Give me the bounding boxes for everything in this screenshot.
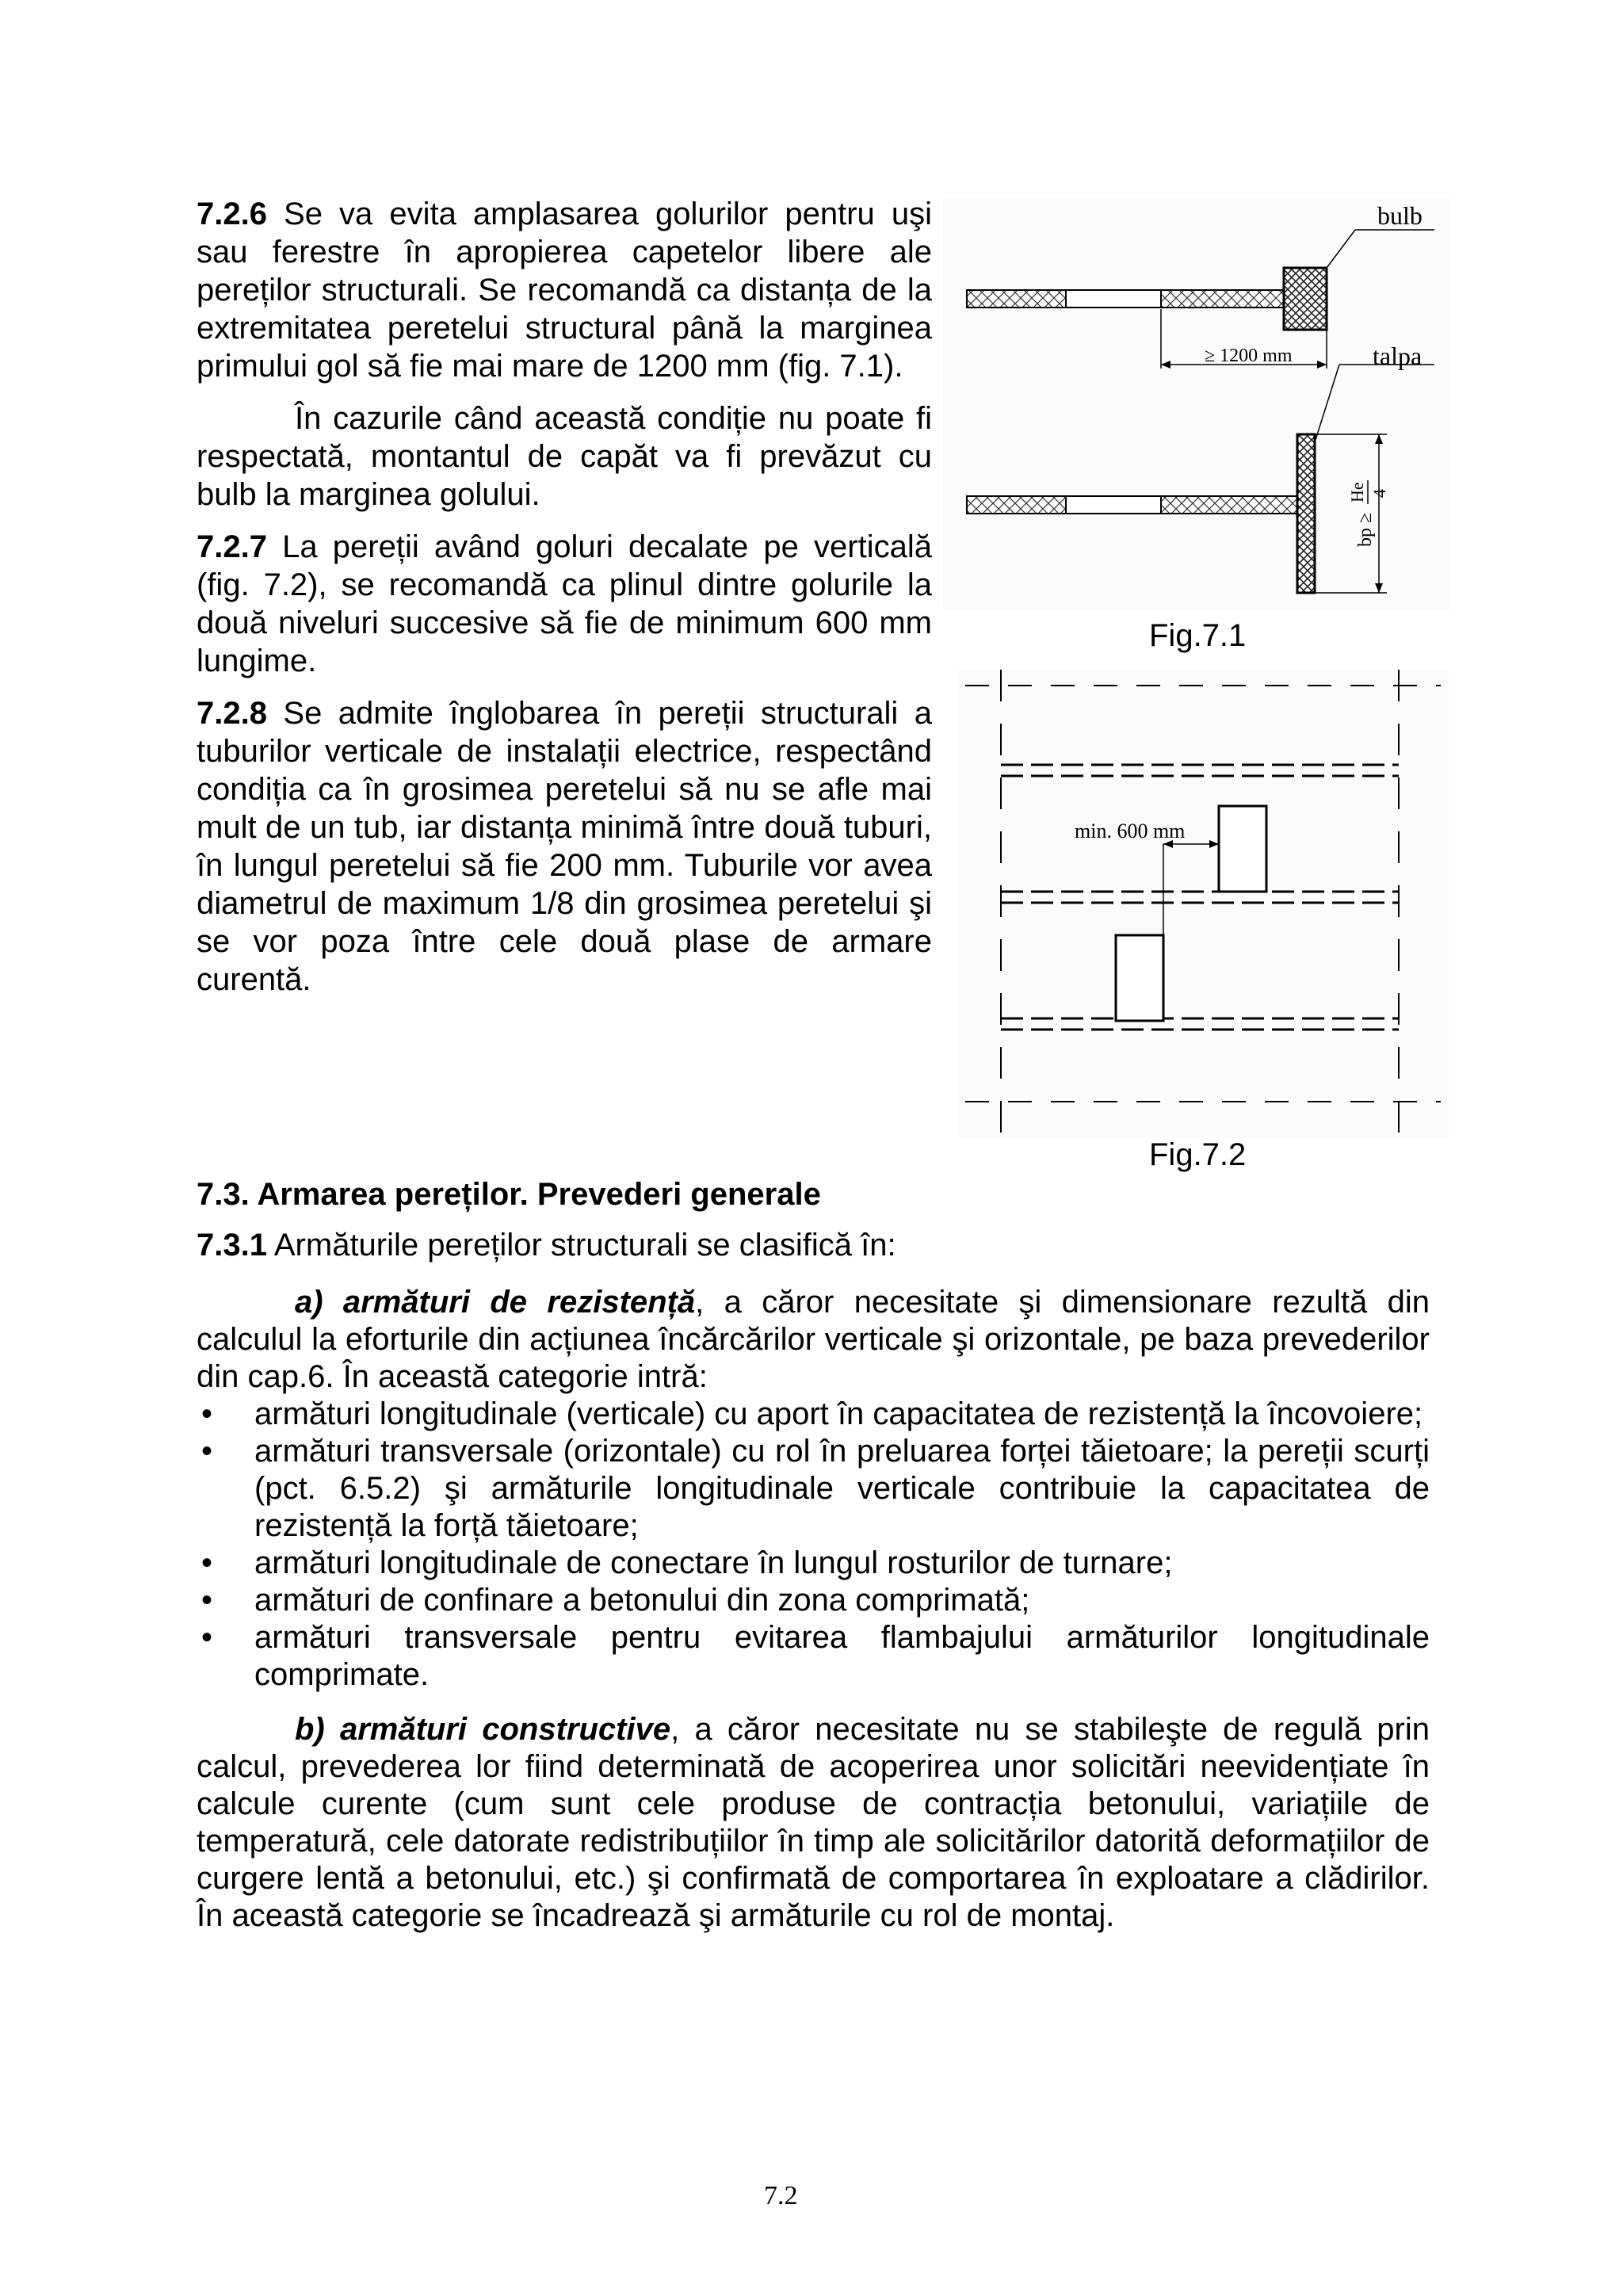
label-bulb: bulb bbox=[1377, 201, 1423, 230]
term-b: b) armături constructive bbox=[295, 1712, 671, 1747]
dim-1200: ≥ 1200 mm bbox=[1205, 346, 1293, 366]
dim-bp: bp ≥ bbox=[1355, 512, 1376, 547]
term-a: a) armături de rezistență bbox=[295, 1285, 696, 1320]
dim-he: He bbox=[1347, 482, 1367, 502]
flange-shape bbox=[1297, 434, 1315, 593]
paragraph-b bbox=[197, 1711, 1430, 1935]
section-number: 7.2.7 bbox=[197, 529, 267, 564]
section-text: Se admite înglobarea în pereții structurali a tuburilor verticale de instalații electrice, respectând condiția ca în grosimea peretelui să nu se afle mai mult de un tub, iar distanța minimă între două tuburi, în lungul peretelui să fie 200 mm. Tuburile vor avea diametrul de maximum 1/8 din grosimea peretelui şi se vor poza între cele două plase de armare curentă. bbox=[197, 696, 932, 997]
figure-7-2 bbox=[957, 670, 1449, 1137]
paragraph-7-2-7 bbox=[197, 528, 932, 680]
opening-lower bbox=[1116, 935, 1163, 1021]
body-full-width bbox=[197, 1284, 1430, 1935]
left-column bbox=[197, 195, 932, 1013]
section-text: Se va evita amplasarea golurilor pentru uşi sau ferestre în apropierea capetelor libere ale pereților structurali. Se recomandă ca distanța de la extremitatea peretelui structural până la marginea primului gol să fie mai mare de 1200 mm (fig. 7.1). bbox=[197, 197, 932, 384]
list-item: • armături transversale (orizontale) cu rol în preluarea forței tăietoare; la pereții scurți (pct. 6.5.2) şi armăturile longitudinale verticale contribuie la capacitatea de rezistență la forță tăietoare; bbox=[197, 1433, 1430, 1545]
paragraph-7-2-6-b bbox=[197, 399, 932, 514]
paragraph-7-2-6 bbox=[197, 195, 932, 385]
section-number: 7.2.6 bbox=[197, 197, 267, 231]
page-number: 7.2 bbox=[764, 2181, 798, 2210]
figure-7-1-caption: Fig.7.1 bbox=[1149, 618, 1247, 653]
list-item: • armături longitudinale de conectare în lungul rosturilor de turnare; bbox=[197, 1545, 1430, 1582]
section-text: La pereții având goluri decalate pe verticală (fig. 7.2), se recomandă ca plinul dintre golurile la două niveluri succesive să fie de minimum 600 mm lungime. bbox=[197, 529, 932, 678]
figure-background bbox=[943, 198, 1450, 610]
section-heading-7-3: 7.3. Armarea pereților. Prevederi generale bbox=[197, 1177, 821, 1212]
paragraph-a bbox=[197, 1284, 1430, 1396]
label-talpa: talpa bbox=[1373, 342, 1423, 370]
paragraph-b-text: , a căror necesitate nu se stabileşte de regulă prin calcul, prevederea lor fiind determinată de acoperirea unor solicitări neevidențiate în calcule curente (cum sunt cele produse de contracția betonului, variațiile de temperatură, cele datorate redistribuțiilor în timp ale solicitărilor datorită deformațiilor de curgere lentă a betonului, etc.) şi confirmată de comportarea în exploatare a clădirilor. În această categorie se încadrează şi armăturile cu rol de montaj. bbox=[197, 1712, 1430, 1933]
list-item: • armături transversale pentru evitarea flambajului armăturilor longitudinale comprimate. bbox=[197, 1619, 1430, 1694]
figure-7-1 bbox=[943, 198, 1450, 610]
list-item: • armături longitudinale (verticale) cu aport în capacitatea de rezistență la încovoiere; bbox=[197, 1396, 1430, 1433]
figure-7-2-caption: Fig.7.2 bbox=[1149, 1137, 1247, 1172]
section-text: Armăturile pereților structurali se clasifică în: bbox=[273, 1228, 896, 1263]
bulb-shape bbox=[1284, 268, 1327, 330]
paragraph-7-2-8 bbox=[197, 694, 932, 999]
dim-4: 4 bbox=[1369, 489, 1389, 498]
paragraph-a-text: , a căror necesitate şi dimensionare rezultă din calculul la eforturile din acțiunea încărcărilor verticale şi orizontale, pe baza prevederilor din cap.6. În această categorie intră: bbox=[197, 1285, 1430, 1394]
opening-upper bbox=[1219, 806, 1266, 892]
paragraph-text: În cazurile când această condiție nu poate fi respectată, montantul de capăt va fi prevăzut cu bulb la marginea golului. bbox=[197, 401, 932, 512]
paragraph-7-3-1 bbox=[197, 1227, 1430, 1264]
dim-600: min. 600 mm bbox=[1075, 819, 1186, 842]
section-number: 7.2.8 bbox=[197, 696, 267, 731]
list-item: • armături de confinare a betonului din zona comprimată; bbox=[197, 1582, 1430, 1619]
bullet-list bbox=[197, 1396, 1430, 1694]
section-number: 7.3.1 bbox=[197, 1228, 267, 1263]
